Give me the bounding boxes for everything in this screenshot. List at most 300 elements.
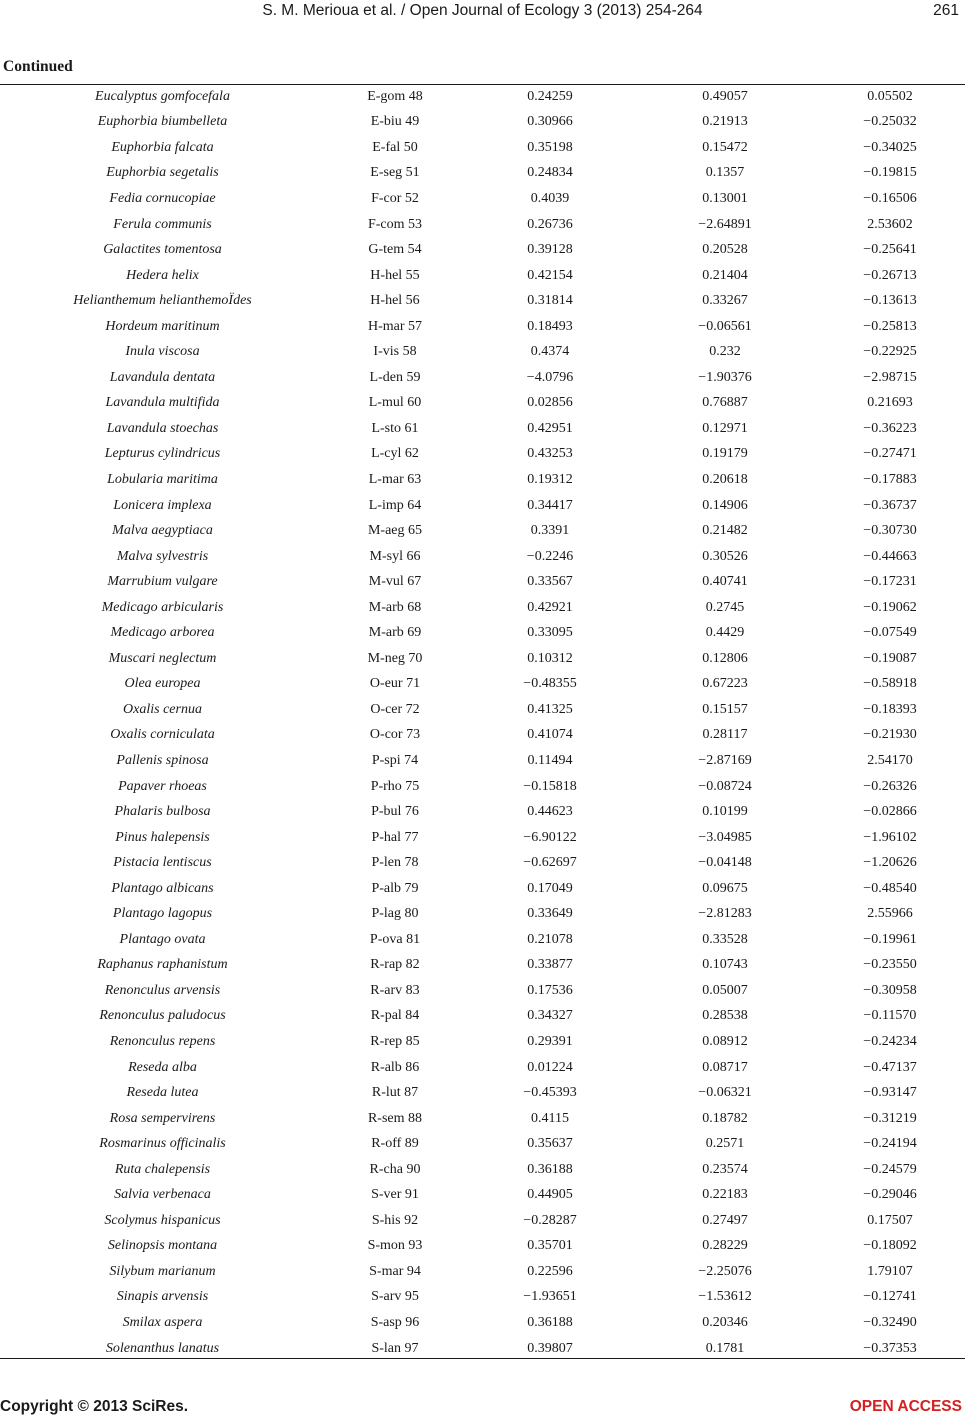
- species-name-cell: Pinus halepensis: [115, 829, 210, 845]
- value-3-cell: −2.98715: [863, 369, 917, 385]
- table-row: [0, 1004, 965, 1030]
- table-row: [0, 1106, 965, 1132]
- species-name-cell: Euphorbia biumbelleta: [97, 114, 228, 130]
- value-1-cell: −0.45393: [523, 1085, 577, 1101]
- value-1-cell: −4.0796: [526, 369, 574, 385]
- value-3-cell: −0.07549: [863, 625, 917, 641]
- species-code-cell: S-mon 93: [367, 1238, 423, 1254]
- species-name-cell: Lepturus cylindricus: [104, 446, 221, 462]
- value-2-cell: 0.4429: [705, 625, 745, 641]
- species-code-cell: R-cha 90: [369, 1161, 421, 1177]
- species-code-cell: E-gom 48: [367, 88, 423, 104]
- species-code-cell: P-ova 81: [369, 931, 421, 947]
- value-3-cell: 2.53602: [867, 216, 913, 232]
- value-2-cell: 0.67223: [702, 676, 748, 692]
- species-name-cell: Ruta chalepensis: [114, 1161, 211, 1177]
- table-row: [0, 314, 965, 340]
- species-name-cell: Helianthemum helianthemoÏdes: [73, 293, 252, 309]
- value-2-cell: 0.1781: [705, 1340, 745, 1356]
- species-code-cell: R-pal 84: [370, 1008, 420, 1024]
- value-2-cell: 0.08912: [702, 1034, 748, 1049]
- value-1-cell: 0.33095: [527, 625, 573, 641]
- table-row: [0, 442, 965, 468]
- species-name-cell: Solenanthus lanatus: [105, 1340, 220, 1356]
- species-name-cell: Rosa sempervirens: [109, 1110, 216, 1126]
- value-1-cell: 0.36188: [527, 1161, 573, 1177]
- value-1-cell: 0.33649: [527, 906, 573, 922]
- value-3-cell: −0.47137: [863, 1059, 917, 1075]
- value-2-cell: 0.22183: [702, 1187, 748, 1203]
- value-2-cell: −0.06321: [698, 1085, 752, 1101]
- value-3-cell: −0.29046: [863, 1187, 917, 1203]
- value-1-cell: 0.4374: [530, 344, 570, 360]
- value-3-cell: −0.25032: [863, 114, 917, 130]
- species-name-cell: Galactites tomentosa: [103, 242, 222, 258]
- table-row: [0, 569, 965, 595]
- value-3-cell: −0.25641: [863, 242, 917, 258]
- value-1-cell: 0.35701: [527, 1238, 573, 1254]
- species-code-cell: L-mul 60: [368, 395, 422, 411]
- value-2-cell: 0.18782: [702, 1110, 748, 1126]
- value-3-cell: −0.18092: [863, 1238, 917, 1254]
- value-3-cell: −0.19815: [863, 165, 917, 181]
- value-2-cell: −1.90376: [698, 369, 752, 385]
- table-row: [0, 1080, 965, 1106]
- value-2-cell: −2.64891: [698, 216, 752, 232]
- species-code-cell: R-arv 83: [370, 982, 420, 998]
- species-coordinates-table: [0, 84, 965, 1361]
- value-2-cell: −1.53612: [698, 1289, 752, 1305]
- value-2-cell: 0.27497: [702, 1212, 748, 1228]
- value-1-cell: −0.15818: [523, 778, 577, 794]
- species-name-cell: Scolymus hispanicus: [104, 1212, 221, 1228]
- species-name-cell: Raphanus raphanistum: [97, 957, 228, 973]
- value-1-cell: 0.35637: [527, 1136, 573, 1152]
- value-2-cell: 0.232: [709, 344, 741, 360]
- value-2-cell: −2.81283: [698, 906, 752, 922]
- species-code-cell: R-lut 87: [371, 1085, 419, 1101]
- value-1-cell: 0.36188: [527, 1315, 573, 1331]
- value-1-cell: 0.44623: [527, 804, 573, 820]
- table-row: [0, 620, 965, 646]
- value-1-cell: 0.02856: [527, 395, 573, 411]
- value-3-cell: −0.34025: [863, 139, 917, 155]
- value-1-cell: 0.4115: [531, 1110, 569, 1126]
- value-2-cell: 0.49057: [702, 88, 748, 104]
- value-1-cell: 0.41074: [527, 727, 573, 743]
- species-name-cell: Oxalis corniculata: [110, 727, 215, 743]
- page-number: 261: [933, 2, 959, 19]
- table-row: [0, 263, 965, 289]
- value-2-cell: 0.21913: [702, 114, 748, 130]
- table-row: [0, 1157, 965, 1183]
- value-2-cell: 0.23574: [702, 1161, 748, 1177]
- value-3-cell: −0.27471: [863, 446, 917, 462]
- value-2-cell: 0.20618: [702, 471, 748, 487]
- table-row: [0, 1259, 965, 1285]
- species-code-cell: M-arb 68: [368, 599, 422, 615]
- value-3-cell: −0.19062: [863, 599, 917, 615]
- table-bottom-rule: [0, 1358, 965, 1359]
- value-3-cell: −0.22925: [863, 344, 917, 360]
- species-code-cell: I-vis 58: [373, 344, 417, 360]
- value-3-cell: 1.79107: [867, 1263, 913, 1279]
- value-2-cell: 0.15157: [702, 701, 748, 717]
- value-1-cell: 0.19312: [527, 471, 573, 487]
- species-code-cell: S-arv 95: [371, 1289, 419, 1305]
- value-1-cell: −0.2246: [526, 548, 574, 564]
- value-2-cell: 0.12806: [702, 650, 748, 666]
- table-row: [0, 799, 965, 825]
- table-row: [0, 1131, 965, 1157]
- species-code-cell: M-aeg 65: [367, 523, 423, 539]
- table-row: [0, 927, 965, 953]
- species-name-cell: Hordeum maritinum: [105, 318, 220, 334]
- species-code-cell: R-alb 86: [370, 1059, 420, 1075]
- value-2-cell: 0.20346: [702, 1315, 748, 1331]
- species-code-cell: P-len 78: [371, 855, 419, 871]
- value-2-cell: 0.14906: [702, 497, 748, 513]
- value-1-cell: 0.29391: [527, 1034, 573, 1049]
- value-1-cell: 0.01224: [527, 1059, 573, 1075]
- species-name-cell: Malva aegyptiaca: [112, 523, 213, 539]
- value-2-cell: 0.08717: [702, 1059, 748, 1075]
- species-name-cell: Medicago arborea: [110, 625, 215, 641]
- species-code-cell: S-lan 97: [371, 1340, 419, 1356]
- value-1-cell: 0.42154: [527, 267, 573, 283]
- open-access-label: OPEN ACCESS: [849, 1398, 962, 1415]
- table-row: [0, 186, 965, 212]
- value-2-cell: −0.06561: [698, 318, 752, 334]
- species-name-cell: Phalaris bulbosa: [114, 804, 211, 820]
- species-name-cell: Papaver rhoeas: [118, 778, 207, 794]
- species-code-cell: R-rep 85: [370, 1034, 420, 1049]
- value-2-cell: 0.76887: [702, 395, 748, 411]
- value-1-cell: 0.4039: [530, 190, 570, 206]
- value-2-cell: −2.25076: [698, 1263, 752, 1279]
- value-2-cell: 0.21482: [702, 523, 748, 539]
- value-1-cell: 0.10312: [527, 650, 573, 666]
- species-name-cell: Marrubium vulgare: [107, 574, 218, 590]
- value-1-cell: −0.28287: [523, 1212, 577, 1228]
- value-1-cell: 0.42951: [527, 420, 573, 436]
- species-code-cell: M-arb 69: [368, 625, 422, 641]
- table-row: [0, 1285, 965, 1311]
- species-name-cell: Renonculus repens: [109, 1034, 216, 1049]
- species-code-cell: H-hel 56: [370, 293, 420, 309]
- table-row: [0, 902, 965, 928]
- table-row: [0, 1055, 965, 1081]
- species-code-cell: R-sem 88: [367, 1110, 423, 1126]
- species-name-cell: Plantago ovata: [119, 931, 206, 947]
- value-3-cell: −0.58918: [863, 676, 917, 692]
- value-3-cell: −0.30958: [863, 982, 917, 998]
- table-row: [0, 518, 965, 544]
- species-code-cell: P-hal 77: [371, 829, 419, 845]
- table-row: [0, 135, 965, 161]
- value-2-cell: 0.13001: [702, 190, 748, 206]
- value-2-cell: 0.2571: [705, 1136, 745, 1152]
- species-name-cell: Rosmarinus officinalis: [99, 1136, 226, 1152]
- value-1-cell: 0.33877: [527, 957, 573, 973]
- table-row: [0, 774, 965, 800]
- value-1-cell: −1.93651: [523, 1289, 577, 1305]
- continued-label: Continued: [3, 58, 73, 75]
- value-2-cell: 0.2745: [705, 599, 745, 615]
- table-row: [0, 978, 965, 1004]
- value-1-cell: 0.35198: [527, 139, 573, 155]
- table-row: [0, 850, 965, 876]
- value-3-cell: −0.36223: [863, 420, 917, 436]
- value-3-cell: −0.30730: [863, 523, 917, 539]
- species-code-cell: E-fal 50: [372, 139, 418, 155]
- table-row: [0, 339, 965, 365]
- table-row: [0, 876, 965, 902]
- table-row: [0, 544, 965, 570]
- species-name-cell: Smilax aspera: [122, 1315, 203, 1331]
- value-3-cell: −0.12741: [863, 1289, 917, 1305]
- table-row: [0, 493, 965, 519]
- value-2-cell: 0.33267: [702, 293, 748, 309]
- value-3-cell: −0.02866: [863, 804, 917, 820]
- species-name-cell: Sinapis arvensis: [116, 1289, 209, 1305]
- value-2-cell: −2.87169: [698, 752, 752, 768]
- species-name-cell: Lobularia maritima: [107, 471, 218, 487]
- species-code-cell: O-cor 73: [369, 727, 421, 743]
- species-name-cell: Olea europea: [124, 676, 201, 692]
- table-row: [0, 288, 965, 314]
- value-2-cell: 0.09675: [702, 880, 748, 896]
- species-name-cell: Reseda alba: [128, 1059, 197, 1075]
- species-name-cell: Reseda lutea: [126, 1085, 199, 1101]
- species-code-cell: R-rap 82: [370, 957, 420, 973]
- value-3-cell: −0.16506: [863, 190, 917, 206]
- table-body: [0, 84, 965, 1361]
- value-1-cell: 0.33567: [527, 574, 573, 590]
- value-1-cell: 0.30966: [527, 114, 573, 130]
- value-1-cell: 0.42921: [527, 599, 573, 615]
- table-row: [0, 723, 965, 749]
- value-2-cell: 0.40741: [702, 574, 748, 590]
- value-3-cell: −0.13613: [863, 293, 917, 309]
- table-row: [0, 1183, 965, 1209]
- value-3-cell: −0.93147: [863, 1085, 917, 1101]
- species-name-cell: Salvia verbenaca: [114, 1187, 211, 1203]
- species-name-cell: Pistacia lentiscus: [113, 855, 212, 871]
- species-name-cell: Hedera helix: [126, 267, 199, 283]
- species-name-cell: Eucalyptus gomfocefala: [95, 88, 230, 104]
- value-3-cell: 0.21693: [867, 395, 913, 411]
- species-code-cell: S-mar 94: [369, 1263, 421, 1279]
- value-2-cell: 0.12971: [702, 420, 748, 436]
- species-code-cell: O-eur 71: [369, 676, 421, 692]
- value-2-cell: 0.1357: [705, 165, 745, 181]
- table-row: [0, 646, 965, 672]
- value-3-cell: 0.17507: [867, 1212, 913, 1228]
- species-name-cell: Selinopsis montana: [107, 1238, 218, 1254]
- species-code-cell: M-neg 70: [367, 650, 423, 666]
- species-code-cell: P-spi 74: [371, 752, 419, 768]
- value-3-cell: −0.18393: [863, 701, 917, 717]
- value-3-cell: −0.24234: [863, 1034, 917, 1049]
- species-code-cell: L-mar 63: [368, 471, 422, 487]
- species-name-cell: Pallenis spinosa: [116, 752, 209, 768]
- value-1-cell: 0.39128: [527, 242, 573, 258]
- table-row: [0, 365, 965, 391]
- value-1-cell: 0.41325: [527, 701, 573, 717]
- table-row: [0, 1310, 965, 1336]
- species-code-cell: S-asp 96: [370, 1315, 420, 1331]
- value-3-cell: −0.25813: [863, 318, 917, 334]
- species-code-cell: L-cyl 62: [371, 446, 419, 462]
- table-row: [0, 953, 965, 979]
- copyright-notice: Copyright © 2013 SciRes.: [0, 1398, 189, 1415]
- value-2-cell: 0.30526: [702, 548, 748, 564]
- value-3-cell: −0.19087: [863, 650, 917, 666]
- value-1-cell: 0.22596: [527, 1263, 573, 1279]
- species-name-cell: Lavandula dentata: [109, 369, 216, 385]
- value-1-cell: −0.62697: [523, 855, 577, 871]
- table-row: [0, 1029, 965, 1055]
- value-3-cell: −0.21930: [863, 727, 917, 743]
- table-row: [0, 1208, 965, 1234]
- species-code-cell: P-rho 75: [370, 778, 420, 794]
- table-row: [0, 672, 965, 698]
- species-code-cell: F-cor 52: [371, 190, 419, 206]
- species-code-cell: M-syl 66: [369, 548, 421, 564]
- species-code-cell: E-biu 49: [370, 114, 420, 130]
- value-3-cell: −0.11570: [863, 1008, 917, 1024]
- species-name-cell: Plantago lagopus: [112, 906, 213, 922]
- species-name-cell: Plantago albicans: [111, 880, 214, 896]
- value-2-cell: −3.04985: [698, 829, 752, 845]
- value-3-cell: −0.24194: [863, 1136, 917, 1152]
- value-3-cell: −0.19961: [863, 931, 917, 947]
- value-1-cell: 0.18493: [527, 318, 573, 334]
- species-name-cell: Oxalis cernua: [123, 701, 202, 717]
- value-3-cell: −0.17231: [863, 574, 917, 590]
- species-name-cell: Renonculus paludocus: [99, 1008, 226, 1024]
- species-code-cell: P-alb 79: [371, 880, 419, 896]
- table-row: [0, 110, 965, 136]
- value-1-cell: −6.90122: [523, 829, 577, 845]
- table-row: [0, 595, 965, 621]
- value-1-cell: 0.17049: [527, 880, 573, 896]
- species-code-cell: S-his 92: [371, 1212, 419, 1228]
- species-code-cell: L-sto 61: [371, 420, 419, 436]
- value-1-cell: 0.11494: [527, 752, 573, 768]
- value-3-cell: −0.36737: [863, 497, 917, 513]
- value-1-cell: 0.43253: [527, 446, 573, 462]
- value-1-cell: 0.24834: [527, 165, 573, 181]
- value-3-cell: −0.17883: [863, 471, 917, 487]
- value-1-cell: 0.39807: [527, 1340, 573, 1356]
- table-row: [0, 467, 965, 493]
- value-3-cell: −0.26326: [863, 778, 917, 794]
- value-3-cell: −0.26713: [863, 267, 917, 283]
- value-3-cell: −0.48540: [863, 880, 917, 896]
- species-code-cell: P-lag 80: [371, 906, 419, 922]
- species-code-cell: L-den 59: [369, 369, 421, 385]
- species-name-cell: Medicago arbicularis: [101, 599, 224, 615]
- value-1-cell: 0.3391: [530, 523, 570, 539]
- value-1-cell: 0.17536: [527, 982, 573, 998]
- table-row: [0, 391, 965, 417]
- species-name-cell: Silybum marianum: [109, 1263, 216, 1279]
- value-2-cell: 0.10199: [702, 804, 748, 820]
- value-1-cell: 0.26736: [527, 216, 573, 232]
- value-2-cell: 0.28538: [702, 1008, 748, 1024]
- species-code-cell: E-seg 51: [370, 165, 420, 181]
- species-code-cell: O-cer 72: [370, 701, 420, 717]
- species-name-cell: Lonicera implexa: [113, 497, 212, 513]
- value-2-cell: 0.19179: [702, 446, 748, 462]
- table-row: [0, 697, 965, 723]
- value-3-cell: −0.32490: [863, 1315, 917, 1331]
- value-3-cell: −0.23550: [863, 957, 917, 973]
- value-3-cell: −1.20626: [863, 855, 917, 871]
- value-3-cell: −0.44663: [863, 548, 917, 564]
- species-name-cell: Muscari neglectum: [108, 650, 217, 666]
- table-row: [0, 416, 965, 442]
- value-1-cell: 0.31814: [527, 293, 573, 309]
- table-row: [0, 84, 965, 110]
- table-row: [0, 748, 965, 774]
- value-2-cell: 0.28117: [702, 727, 748, 743]
- species-code-cell: H-mar 57: [367, 318, 423, 334]
- species-name-cell: Renonculus arvensis: [104, 982, 221, 998]
- species-code-cell: S-ver 91: [371, 1187, 419, 1203]
- page-header: [0, 0, 965, 28]
- value-2-cell: 0.05007: [702, 982, 748, 998]
- species-code-cell: H-hel 55: [370, 267, 420, 283]
- value-3-cell: 2.55966: [867, 906, 913, 922]
- species-name-cell: Inula viscosa: [125, 344, 200, 360]
- table-row: [0, 237, 965, 263]
- species-code-cell: R-off 89: [371, 1136, 419, 1152]
- value-2-cell: 0.10743: [702, 957, 748, 973]
- species-code-cell: L-imp 64: [368, 497, 422, 513]
- species-name-cell: Malva sylvestris: [116, 548, 209, 564]
- value-2-cell: −0.04148: [698, 855, 752, 871]
- value-2-cell: 0.20528: [702, 242, 748, 258]
- value-1-cell: 0.44905: [527, 1187, 573, 1203]
- value-2-cell: 0.15472: [702, 139, 748, 155]
- species-name-cell: Ferula communis: [113, 216, 212, 232]
- table-row: [0, 161, 965, 187]
- species-name-cell: Euphorbia falcata: [111, 139, 214, 155]
- value-2-cell: 0.28229: [702, 1238, 748, 1254]
- value-1-cell: 0.24259: [527, 88, 573, 104]
- table-row: [0, 825, 965, 851]
- species-code-cell: G-tem 54: [368, 242, 422, 258]
- species-code-cell: F-com 53: [367, 216, 423, 232]
- species-name-cell: Euphorbia segetalis: [106, 165, 219, 181]
- running-title: S. M. Merioua et al. / Open Journal of Ecology 3 (2013) 254-264: [262, 2, 703, 19]
- species-name-cell: Lavandula multifida: [105, 395, 220, 411]
- value-3-cell: −1.96102: [863, 829, 917, 845]
- value-1-cell: 0.21078: [527, 931, 573, 947]
- value-2-cell: −0.08724: [698, 778, 752, 794]
- value-2-cell: 0.21404: [702, 267, 748, 283]
- value-3-cell: −0.24579: [863, 1161, 917, 1177]
- value-3-cell: 0.05502: [867, 88, 913, 104]
- table-row: [0, 212, 965, 238]
- table-row: [0, 1234, 965, 1260]
- value-2-cell: 0.33528: [702, 931, 748, 947]
- value-1-cell: 0.34417: [527, 497, 573, 513]
- species-code-cell: M-vul 67: [368, 574, 422, 590]
